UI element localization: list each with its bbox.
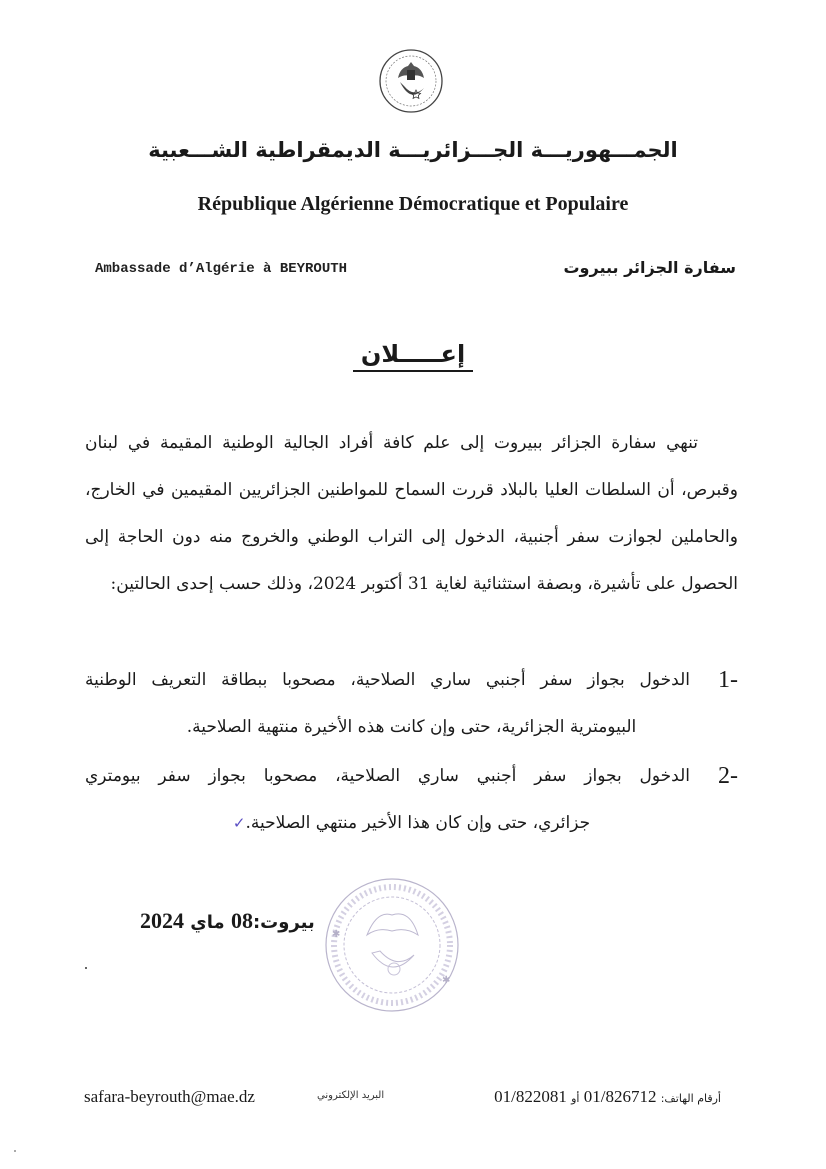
footer-phones: [494, 1087, 721, 1107]
embassy-official-stamp-icon: [322, 875, 462, 1015]
embassy-name-french: Ambassade d’Algérie à BEYROUTH: [95, 261, 348, 277]
date-day: 08: [230, 908, 253, 933]
announcement-paragraph: تنهي سفارة الجزائر ببيروت إلى علم كافة أفراد الجالية الوطنية المقيمة في لبنان وقبرص، أن السلطات العليا بالبلاد قررت السماح للمواطنين الجزائريين المقيمين في الخارج، والحاملين لجوازت سفر أجنبية، الدخول إلى التراب الوطني والخروج منه دون الحاجة إلى الحصول على تأشيرة، وبصفة استثنائية لغاية 31 أكتوبر 2024، وذلك حسب إحدى الحالتين:: [85, 433, 738, 594]
date-year: 2024: [140, 908, 184, 933]
case-text-line2: البيومترية الجزائرية، حتى وإن كانت هذه الأخيرة منتهية الصلاحية.: [186, 717, 637, 737]
case-text-line2-wrapper: [85, 800, 738, 847]
footer-email[interactable]: safara-beyrouth@mae.dz: [84, 1087, 255, 1106]
republic-title-french: République Algérienne Démocratique et Populaire: [197, 193, 629, 215]
republic-title-arabic: الجمـــهوريـــة الجـــزائريـــة الديمقراطية الشـــعبية: [148, 138, 678, 162]
case-item: [85, 657, 738, 751]
scan-speck: [14, 1150, 16, 1152]
scan-speck: [85, 967, 87, 969]
algeria-national-seal-icon: [378, 48, 444, 114]
footer-phone-separator: أو: [571, 1092, 580, 1105]
embassy-name-arabic: سفارة الجزائر ببيروت: [563, 258, 736, 277]
announcement-body: [85, 420, 738, 608]
footer-email-label: البريد الإلكتروني: [317, 1090, 385, 1101]
cases-list: [85, 657, 738, 849]
date-place: بيروت:: [252, 912, 315, 933]
date-month: ماي: [190, 912, 225, 933]
case-number: 2-: [718, 763, 738, 789]
footer-phone-label: أرقام الهاتف:: [660, 1092, 721, 1105]
announcement-title: [0, 340, 826, 368]
svg-text:✱: ✱: [442, 975, 451, 986]
signature-date: [140, 908, 315, 934]
case-item: [85, 753, 738, 847]
checkmark-icon: ✓: [232, 814, 246, 832]
case-text-line2: جزائري، حتى وإن كان هذا الأخير منتهي الصلاحية.: [245, 813, 591, 833]
announcement-title-text: إعـــــلان: [353, 340, 473, 372]
case-text-line1: الدخول بجواز سفر أجنبي ساري الصلاحية، مصحوبا ببطاقة التعريف الوطنية: [85, 670, 690, 690]
case-text-line1: الدخول بجواز سفر أجنبي ساري الصلاحية، مصحوبا بجواز سفر بيومتري: [85, 766, 690, 786]
footer-phone-1: 01/826712: [583, 1087, 657, 1106]
footer-contact: [0, 1087, 826, 1109]
case-number: 1-: [718, 667, 738, 693]
svg-text:✱: ✱: [332, 929, 341, 940]
footer-phone-2: 01/822081: [494, 1087, 567, 1106]
